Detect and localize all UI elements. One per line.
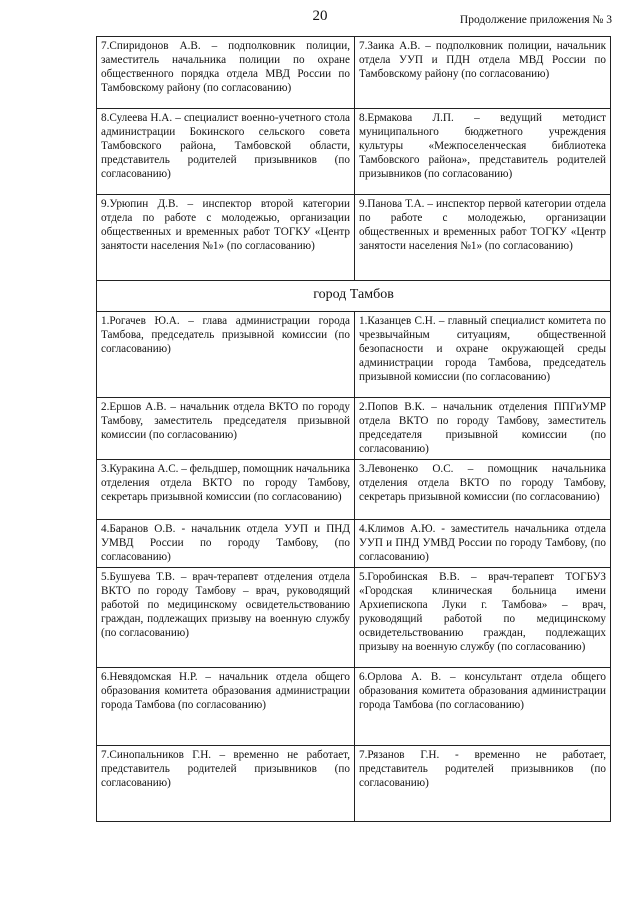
table-cell-left: 7.Спиридонов А.В. – подполковник полиции, заместитель начальника полиции по охране общественного порядка отдела МВД России по Тамбовскому району (по согласованию) [97, 37, 355, 109]
table-cell-left: 7.Синопальников Г.Н. – временно не работает, представитель родителей призывников (по согласованию) [97, 746, 355, 822]
table-row [97, 746, 611, 822]
table-cell-right: 4.Климов А.Ю. - заместитель начальника отдела УУП и ПНД УМВД России по городу Тамбову, (по согласованию) [355, 520, 611, 568]
table-row [97, 398, 611, 460]
table-row [97, 37, 611, 109]
table-cell-right: 7.Заика А.В. – подполковник полиции, начальник отдела УУП и ПДН отдела МВД России по Тамбовскому району (по согласованию) [355, 37, 611, 109]
table-row [97, 109, 611, 195]
table-cell-left: 4.Баранов О.В. - начальник отдела УУП и ПНД УМВД России по городу Тамбову, (по согласованию) [97, 520, 355, 568]
table-cell-right: 8.Ермакова Л.П. – ведущий методист муниципального бюджетного учреждения культуры «Межпоселенческая библиотека Тамбовского района», представитель родителей призывников (по согласованию) [355, 109, 611, 195]
table-cell-left: 9.Урюпин Д.В. – инспектор второй категории отдела по работе с молодежью, организации общественных и временных работ ТОГКУ «Центр занятости населения №1» (по согласованию) [97, 195, 355, 281]
table-row [97, 668, 611, 746]
table-cell-right: 3.Левоненко О.С. – помощник начальника отделения отдела ВКТО по городу Тамбову, секретарь призывной комиссии (по согласованию) [355, 460, 611, 520]
table-row [97, 312, 611, 398]
commission-table [96, 36, 611, 822]
table-cell-right: 5.Горобинская В.В. – врач-терапевт ТОГБУЗ «Городская клиническая больница имени Архиепископа Луки г. Тамбова» – врач, руководящий работой по медицинскому освидетельствованию граждан, подлежащих призыву на военную службу (по согласованию) [355, 568, 611, 668]
section-heading-row [97, 281, 611, 312]
appendix-label: Продолжение приложения № 3 [459, 14, 612, 26]
table-cell-left: 2.Ершов А.В. – начальник отдела ВКТО по городу Тамбову, заместитель председателя призывной комиссии (по согласованию) [97, 398, 355, 460]
table-cell-left: 3.Куракина А.С. – фельдшер, помощник начальника отделения отдела ВКТО по городу Тамбову, секретарь призывной комиссии (по согласованию) [97, 460, 355, 520]
table-cell-right: 9.Панова Т.А. – инспектор первой категории отдела по работе с молодежью, организации общественных и временных работ ТОГКУ «Центр занятости населения №1» (по согласованию) [355, 195, 611, 281]
page-number: 20 [312, 8, 328, 24]
table-cell-right: 2.Попов В.К. – начальник отделения ППГиУМР отдела ВКТО по городу Тамбову, заместитель председателя призывной комиссии (по согласованию) [355, 398, 611, 460]
table-row [97, 568, 611, 668]
table-cell-left: 8.Сулеева Н.А. – специалист военно-учетного стола администрации Бокинского сельского совета Тамбовского района, Тамбовской области, представитель родителей призывников (по согласованию) [97, 109, 355, 195]
table-cell-left: 6.Невядомская Н.Р. – начальник отдела общего образования комитета образования администрации города Тамбова (по согласованию) [97, 668, 355, 746]
table-row [97, 520, 611, 568]
table-cell-right: 6.Орлова А. В. – консультант отдела общего образования комитета образования администрации города Тамбова (по согласованию) [355, 668, 611, 746]
table-cell-left: 5.Бушуева Т.В. – врач-терапевт отделения отдела ВКТО по городу Тамбову – врач, руководящий работой по медицинскому освидетельствованию граждан, подлежащих призыву на военную службу (по согласованию) [97, 568, 355, 668]
section-heading: город Тамбов [97, 281, 611, 312]
table-cell-left: 1.Рогачев Ю.А. – глава администрации города Тамбова, председатель призывной комиссии (по согласованию) [97, 312, 355, 398]
table-row [97, 460, 611, 520]
table-row [97, 195, 611, 281]
table-cell-right: 7.Рязанов Г.Н. - временно не работает, представитель родителей призывников (по согласованию) [355, 746, 611, 822]
table-cell-right: 1.Казанцев С.Н. – главный специалист комитета по чрезвычайным ситуациям, общественной безопасности и охране окружающей среды администрации города Тамбова, председатель призывной комиссии (по согласованию) [355, 312, 611, 398]
